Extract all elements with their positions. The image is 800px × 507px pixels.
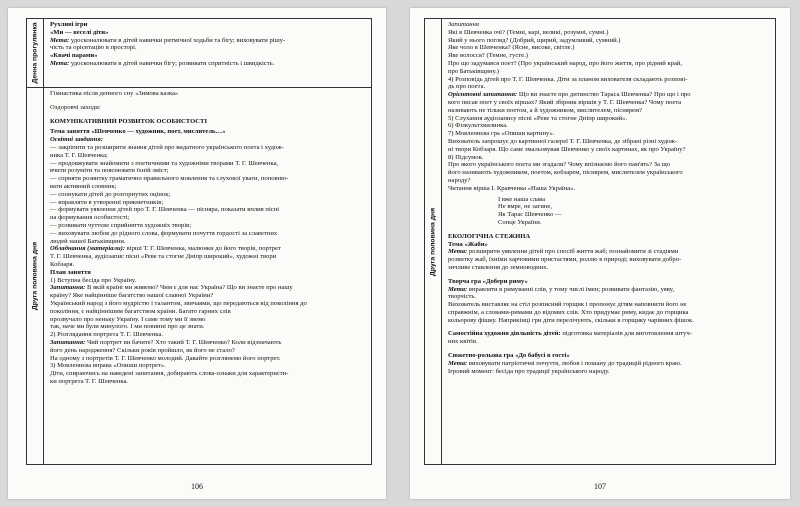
text-line: вати активний словник; <box>50 182 117 190</box>
text-rest: удосконалювати в дітей навички бігу; розвивати спритність і швидкість. <box>69 59 275 67</box>
text-line: «Квачі парами» <box>50 52 98 60</box>
side-cell-afternoon <box>27 88 43 464</box>
text-prefix: Запитання: <box>50 284 86 292</box>
text-rest: Чий портрет ви бачите? Хто такий Т. Г. Шевченко? Коли відзначають <box>85 338 282 346</box>
text-line <box>50 245 367 253</box>
text-line: На одному з портретів Т. Г. Шевченко молодий. Давайте розглянемо його портрет. <box>50 354 281 362</box>
text-prefix: Самостійна художня діяльність дітей: <box>448 330 561 338</box>
text-line: кольорову фішку. Наприкінці гри діти перелічують, скільки в горщику чарівних фішок. <box>448 316 694 324</box>
text-line: 6) Фізкультхвилинка. <box>448 122 508 130</box>
text-line: 1) Вступна бесіда про Україну. <box>50 276 137 284</box>
text-line: називають не тільки поетом, а й художником, мислителем, піснярем? <box>448 106 643 114</box>
text-line: Читання вірша І. Кравченка «Наша Україна». <box>448 184 576 192</box>
text-line: покоління, є найціннішим багатством країни. Багато гарних слів <box>50 307 231 315</box>
text-line: Яке чоло в Шевченка? (Ясне, високе, світле.) <box>448 44 575 52</box>
text-prefix: Мета: <box>448 285 468 293</box>
text-line: Творча гра «Добери риму» <box>448 277 528 285</box>
text-line: — формувати уявлення дітей про Т. Г. Шевченка — піснярa, показати вплив пісні <box>50 206 280 214</box>
text-line: народу? <box>448 176 471 184</box>
text-prefix: Мета: <box>50 59 70 67</box>
text-line: Запитання <box>448 21 479 28</box>
text-line: Гімнастика після денного сну «Зимова казка» <box>50 90 179 97</box>
text-line <box>448 360 771 368</box>
text-line: — виховувати любов до рідного слова, формувати почуття гордості за славетних <box>50 229 278 237</box>
text-line: План заняття <box>50 268 91 276</box>
text-line: Сюжетно-рольова гра «До бабусі в гості» <box>448 352 570 360</box>
text-line: них квітів. <box>448 338 478 346</box>
text-rest: розширити уявлення дітей про спосіб життя жаб; познайомити зі стадіями <box>467 248 679 256</box>
day-walk-content <box>44 19 371 87</box>
text-line: Рухливі ігри <box>50 21 88 28</box>
text-rest: виховувати патріотичні почуття, любов і пошану до традицій рідного краю. <box>467 359 682 367</box>
text-rest: В якій країні ми живемо? Чим є для нас Україна? Що ви знаєте про нашу <box>85 284 293 292</box>
side-label-afternoon: Друга половина дня <box>31 241 39 311</box>
text-line: 2) Розглядання портрета Т. Г. Шевченка. <box>50 331 163 339</box>
text-line: Які в Шевченка очі? (Темні, карі, великі, розумні, сумні.) <box>448 28 609 36</box>
text-prefix: Мета: <box>50 36 70 44</box>
text-line: — розвивати чуттєве сприйняття художніх творів; <box>50 221 192 229</box>
text-rest: вправляти в римуванні слів, у тому числі імен; розвивати фантазію, уяву, <box>467 285 674 293</box>
text-rest: удосконалювати в дітей навички ритмічної ходьби та бігу; виховувати рішу- <box>69 36 286 44</box>
page-number: 107 <box>594 482 606 491</box>
text-line <box>448 286 771 294</box>
text-line <box>448 91 771 99</box>
text-line: Український народ з його мудрістю і талантом, звичаями, що передаються від покоління до <box>50 299 307 307</box>
text-line: 4) Розповідь дітей про Т. Г. Шевченка. Діти за планом вихователя складають розпові- <box>448 75 688 83</box>
text-line <box>50 60 367 68</box>
text-line: так, наче ми були минулого. І ми повинні про це знати. <box>50 323 205 331</box>
side-cell-day-walk <box>27 19 43 87</box>
text-line: ки портрета Т. Г. Шевченка. <box>50 377 129 385</box>
text-rest: підготовка матеріалів для виготовлення штуч- <box>560 330 692 338</box>
text-line <box>50 339 367 347</box>
text-line: Тема «Жаби» <box>448 240 488 248</box>
text-prefix: Обладнання (матеріали): <box>50 245 126 253</box>
text-line: — спонукати дітей до розгорнутих оцінок; <box>50 190 171 198</box>
text-line: КОМУНІКАТИВНИЙ РОЗВИТОК ОСОБИСТОСТІ <box>50 117 208 125</box>
side-cell-afternoon <box>425 19 442 464</box>
text-line: Оздоровчі заходи: <box>50 103 101 111</box>
text-line: — закріпити та розширити знання дітей про видатного українського поета і худож- <box>50 143 284 151</box>
text-line <box>50 37 367 45</box>
text-line: Яке волосся? (Темне, густе.) <box>448 52 528 60</box>
text-line: вчити розуміти та пояснювати їхній зміст; <box>50 167 169 175</box>
text-line: прозвучало про неньку Україну. І саме тому ми її звемо <box>50 315 206 323</box>
left-page <box>8 8 386 499</box>
text-line: справжнім, а словами-римами до відомих слів. Хто придумає риму, кидає до горщика <box>448 308 689 316</box>
afternoon-content <box>44 88 371 464</box>
text-line: Про якого українського поета ми згадали? Чому впізнаємо його пам'ять? За що <box>448 161 670 169</box>
text-line: 7) Мовленнєва гра «Опиши картину». <box>448 130 555 138</box>
text-line: на формування особистості; <box>50 214 130 222</box>
text-line: розвитку жаб, їхніми харчовими пристастями, роллю в природі; виховувати добро- <box>448 256 682 264</box>
text-line: — вправляти в утворенні прикметників; <box>50 198 164 206</box>
text-line: І вже наша слава <box>498 195 546 203</box>
text-line <box>448 330 771 338</box>
text-prefix: Орієнтовні запитання: <box>448 91 518 99</box>
text-line <box>50 284 367 292</box>
text-line: чість та орієнтацію в просторі. <box>50 44 137 52</box>
text-prefix: Мета: <box>448 359 468 367</box>
text-line: — продовжувати знайомити з поетичними та художніми творами Т. Г. Шевченка, <box>50 159 279 167</box>
text-line: Вихователь запрошує до картинної галереї Т. Г. Шевченка, де зібрані різні худож- <box>448 137 678 145</box>
text-line: 8) Підсумок. <box>448 153 484 161</box>
text-line: Сонце України. <box>498 218 542 226</box>
text-line: Про що задумався поет? (Про український народ, про його життя, про рідний край, <box>448 59 683 67</box>
text-line: Вихователь виставляє на стіл розписний горщик і пропонує дітям наповнити його не <box>448 301 687 309</box>
text-prefix: Мета: <box>448 248 468 256</box>
text-line: ні твори Кобзаря. Що саме змальовував Шевченко у своїх картинах, як про Україну? <box>448 145 686 153</box>
text-line: творчість. <box>448 293 476 301</box>
text-line: ника Т. Г. Шевченка; <box>50 151 108 159</box>
text-line <box>448 248 771 256</box>
left-plan-table <box>26 18 372 465</box>
text-line: — сприяти розвитку граматично правильного мовлення та слухової уваги, поповню- <box>50 175 289 183</box>
text-line: «Ми — веселі діти» <box>50 28 109 36</box>
text-line: дь про поета. <box>448 83 486 91</box>
text-line: Не вмре, не загине, <box>498 203 553 211</box>
text-line: Ігровий момент: бесіда про традиції українського народу. <box>448 367 610 375</box>
text-line: його називають художником, поетом, кобзарем, піснярем, мислителем українського <box>448 169 683 177</box>
text-line: Кобзаря. <box>50 260 75 268</box>
text-line: 5) Слухання аудіозапису пісні «Реве та стогне Дніпр широкий». <box>448 114 628 122</box>
side-label-afternoon: Друга половина дня <box>429 207 437 276</box>
text-line: Тема заняття «Шевченко — художник, поет, мислитель…» <box>50 128 226 136</box>
text-prefix: Запитання: <box>50 338 86 346</box>
text-line: Який у нього погляд? (Добрий, щирий, задумливий, сумний.) <box>448 36 621 44</box>
side-label-day-walk: Денна прогулянка <box>31 22 39 84</box>
text-line: кого писав поет у своїх віршах? Який збірник віршів у Т. Г. Шевченка? Чому поета <box>448 98 682 106</box>
text-line: його день народження? Скільки років пройшло, як його не стало? <box>50 346 235 354</box>
text-line: країну? Яке найцінніше багатство нашої славної України? <box>50 292 214 300</box>
afternoon-content <box>442 19 775 464</box>
text-line: 3) Мовленнєва вправа «Опиши портрет». <box>50 362 166 370</box>
page-number: 106 <box>191 482 203 491</box>
right-plan-table <box>424 18 776 465</box>
text-line: Діти, спираючись на наведені запитання, добирають слова-ознаки для характеристи- <box>50 370 289 378</box>
text-line: ЕКОЛОГІЧНА СТЕЖИНА <box>448 232 531 240</box>
text-line: про Батьківщину.) <box>448 67 499 75</box>
text-line: Т. Г. Шевченка, аудіозапис пісні «Реве та стогне Дніпр широкий», художні твори <box>50 253 277 261</box>
text-line: людей нашої Батьківщини. <box>50 237 126 245</box>
text-rest: вірші Т. Г. Шевченка, малюнки до його творів, портрет <box>125 245 281 253</box>
text-line: зичливе ставлення до земноводних. <box>448 263 549 271</box>
text-line: Освітні завдання: <box>50 136 103 144</box>
right-page <box>410 8 790 499</box>
text-line: Як Тарас Шевченко — <box>498 211 562 219</box>
text-rest: Що ви знаєте про дитинство Тараса Шевченка? Про що і про <box>517 91 691 99</box>
